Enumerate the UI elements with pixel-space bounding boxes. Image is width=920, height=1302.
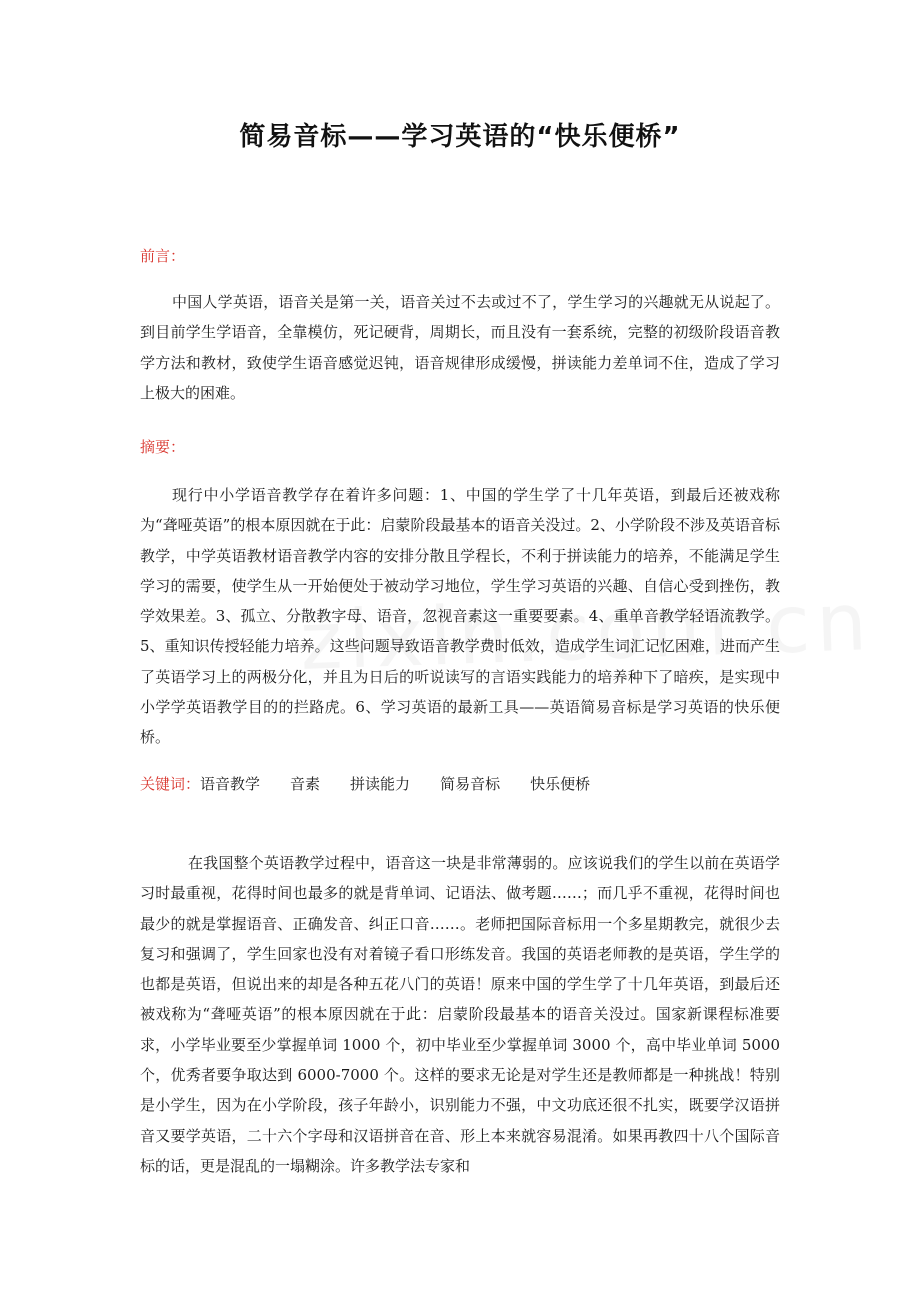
document-title: 简易音标——学习英语的“快乐便桥” — [239, 122, 681, 152]
abstract-heading: 摘要： — [140, 438, 186, 456]
keyword-item: 拼读能力 — [350, 775, 411, 793]
keyword-item: 音素 — [290, 775, 321, 793]
keyword-item: 语音教学 — [200, 775, 261, 793]
abstract-paragraph: 现行中小学语音教学存在着许多问题：1、中国的学生学了十几年英语，到最后还被戏称为“聋哑英语”的根本原因就在于此：启蒙阶段最基本的语音关没过。2、小学阶段不涉及英语音标教学，中学英语教材语音教学内容的安排分散且学程长，不利于拼读能力的培养，不能满足学生学习的需要，使学生从一开始便处于被动学习地位，学生学习英语的兴趣、自信心受到挫伤，教学效果差。3、孤立、分散教字母、语音，忽视音素这一重要要素。4、重单音教学轻语流教学。5、重知识传授轻能力培养。这些问题导致语音教学费时低效，造成学生词汇记忆困难，进而产生了英语学习上的两极分化，并且为日后的听说读写的言语实践能力的培养种下了暗疾，是实现中小学学英语教学目的的拦路虎。6、学习英语的最新工具——英语简易音标是学习英语的快乐便桥。 — [140, 486, 780, 747]
keyword-item: 简易音标 — [440, 775, 501, 793]
preface-paragraph: 中国人学英语，语音关是第一关，语音关过不去或过不了，学生学习的兴趣就无从说起了。到目前学生学语音，全靠模仿，死记硬背，周期长，而且没有一套系统，完整的初级阶段语音教学方法和教材，致使学生语音感觉迟钝，语音规律形成缓慢，拼读能力差单词不住，造成了学习上极大的困难。 — [140, 293, 780, 402]
keyword-item: 快乐便桥 — [530, 775, 591, 793]
preface-heading: 前言： — [140, 247, 186, 265]
keywords-line — [140, 773, 620, 794]
body-paragraph: 在我国整个英语教学过程中，语音这一块是非常薄弱的。应该说我们的学生以前在英语学习时最重视，花得时间也最多的就是背单词、记语法、做考题……；而几乎不重视，花得时间也最少的就是掌握语音、正确发音、纠正口音……。老师把国际音标用一个多星期教完，就很少去复习和强调了，学生回家也没有对着镜子看口形练发音。我国的英语老师教的是英语，学生学的也都是英语，但说出来的却是各种五花八门的英语！原来中国的学生学了十几年英语，到最后还被戏称为“聋哑英语”的根本原因就在于此：启蒙阶段最基本的语音关没过。国家新课程标准要求，小学毕业要至少掌握单词 1000 个，初中毕业至少掌握单词 3000 个，高中毕业单词 5000 个，优秀者要争取达到 6000-7000 个。这样的要求无论是对学生还是教师都是一种挑战！特别是小学生，因为在小学阶段，孩子年龄小，识别能力不强，中文功底还很不扎实，既要学汉语拼音又要学英语，二十六个字母和汉语拼音在音、形上本来就容易混淆。如果再教四十八个国际音标的话，更是混乱的一塌糊涂。许多教学法专家和 — [140, 854, 780, 1175]
keywords-label: 关键词： — [140, 775, 201, 793]
